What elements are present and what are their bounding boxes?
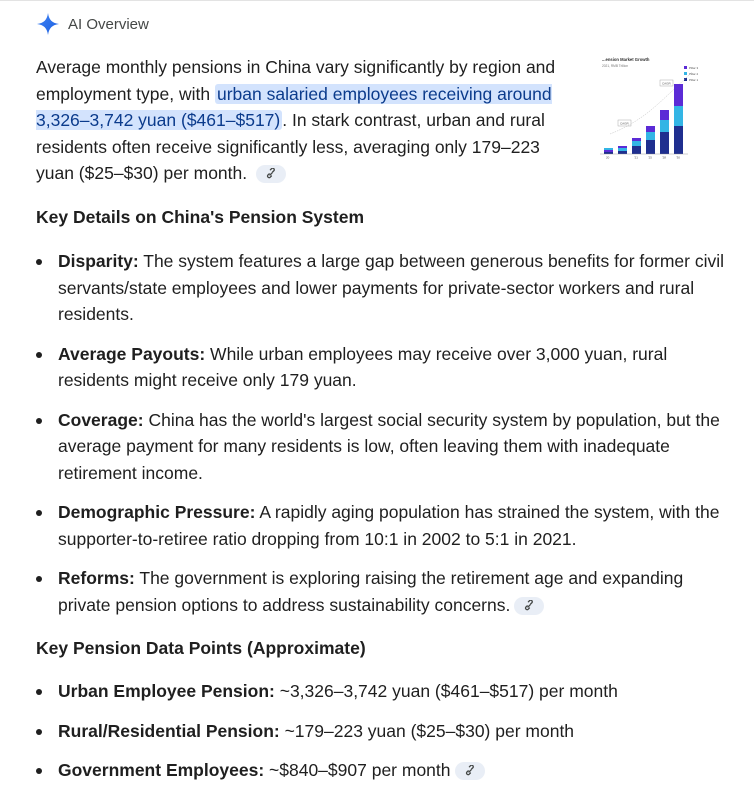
item-term: Average Payouts: — [58, 343, 206, 364]
link-icon — [464, 765, 476, 777]
list-item — [36, 248, 736, 328]
sparkle-icon — [36, 12, 60, 36]
list-item — [36, 718, 736, 745]
item-text: While urban employees may receive over 3,000 yuan, rural residents might receive only 179 yuan. — [58, 343, 668, 390]
item-text: ~179–223 yuan ($25–$30) per month — [279, 720, 575, 741]
list-item — [36, 407, 736, 487]
thumb-subtitle: 2021, RMB Trillion — [602, 64, 629, 68]
item-term: Demographic Pressure: — [58, 502, 256, 522]
list-item — [36, 757, 736, 784]
intro-paragraph — [36, 54, 576, 187]
source-link-button[interactable] — [256, 165, 286, 183]
thumb-x-label: '21 — [634, 155, 638, 160]
thumb-cagr-1: CAGR — [620, 121, 629, 126]
source-link-button[interactable] — [514, 597, 544, 615]
item-text: A rapidly aging population has strained the system, with the supporter-to-retiree ratio dropping from 10:1 in 2002 to 5:1 in 2021. — [58, 502, 720, 549]
item-term: Disparity: — [58, 251, 139, 271]
link-icon — [265, 168, 277, 180]
intro-highlight[interactable]: urban salaried employees receiving around 3,326–3,742 yuan ($461–$517) — [36, 83, 552, 130]
top-divider — [0, 0, 754, 1]
thumb-x-label: '28 — [662, 155, 666, 160]
thumb-x-label: '25 — [648, 155, 652, 160]
item-text: The government is exploring raising the retirement age and expanding private pension options to address sustainability concerns. — [58, 568, 684, 615]
item-term: Urban Employee Pension: — [58, 681, 275, 701]
item-text: ~$840–$907 per month — [264, 760, 451, 780]
thumb-legend-pillar3: Pillar 3 — [689, 66, 699, 70]
thumb-title: ...ension Market Growth — [602, 57, 650, 62]
list-item — [36, 341, 736, 394]
list-item — [36, 499, 736, 552]
item-term: Rural/Residential Pension: — [58, 720, 280, 741]
data-points-list — [36, 678, 736, 797]
thumb-cagr-2: CAGR — [662, 81, 671, 86]
thumb-legend-pillar2: Pillar 2 — [689, 72, 699, 76]
list-item — [36, 678, 736, 705]
thumb-x-label: '30 — [676, 155, 680, 160]
item-term: Government Employees: — [58, 760, 265, 780]
item-text: ~3,326–3,742 yuan ($461–$517) per month — [274, 681, 618, 701]
list-item — [36, 565, 736, 618]
thumb-legend-pillar1: Pillar 1 — [689, 78, 699, 82]
section-heading-data-points: Key Pension Data Points (Approximate) — [36, 638, 366, 658]
item-term: Coverage: — [58, 409, 144, 430]
link-icon — [523, 600, 535, 612]
pension-chart-thumbnail[interactable] — [596, 54, 710, 162]
item-term: Reforms: — [58, 568, 135, 588]
item-text: China has the world's largest social security system by population, but the average payment for many residents is low, often leaving them with inadequate retirement income. — [58, 409, 720, 483]
section-heading-details: Key Details on China's Pension System — [36, 207, 365, 227]
intro-text-after: . In stark contrast, urban and rural residents often receive significantly less, averaging only 179–223 yuan ($25–$30) per month. — [36, 110, 545, 183]
source-link-button[interactable] — [455, 762, 485, 780]
ai-overview-header — [36, 12, 149, 36]
thumb-x-label: 20 — [606, 155, 610, 160]
header-title: AI Overview — [68, 15, 149, 33]
item-text: The system features a large gap between generous benefits for former civil servants/state employees and lower payments for private-sector workers and rural residents. — [58, 251, 724, 324]
intro-text-before: Average monthly pensions in China vary significantly by region and employment type, with — [36, 57, 556, 104]
details-list — [36, 248, 736, 631]
